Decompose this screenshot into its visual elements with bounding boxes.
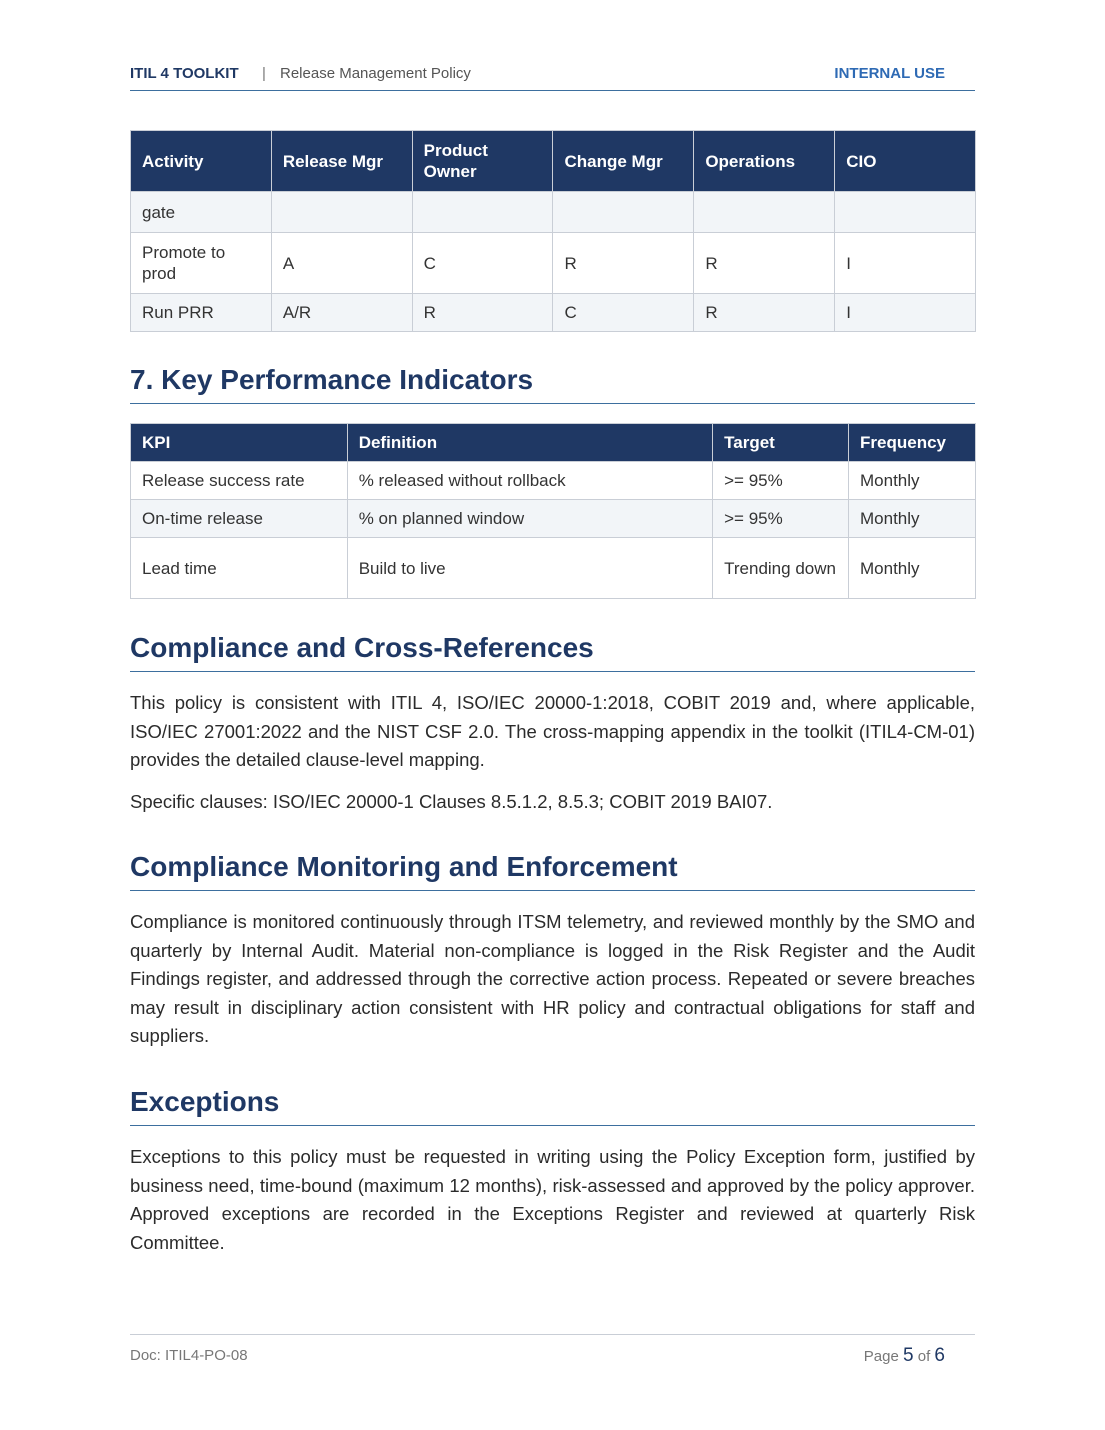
table-row [131,462,976,500]
table-cell: R [694,233,835,294]
table-row [131,233,976,294]
page-footer [130,1334,975,1366]
page-label: Page [863,1348,899,1365]
table-cell [271,192,412,233]
kpi-col-kpi: KPI [131,424,348,462]
doc-id: Doc: ITIL4-PO-08 [130,1347,248,1364]
table-cell: I [835,233,976,294]
raci-col-cio: CIO [835,131,976,192]
table-cell: Monthly [849,462,976,500]
table-cell: A [271,233,412,294]
table-cell: C [412,233,553,294]
kpi-col-target: Target [713,424,849,462]
raci-col-activity: Activity [131,131,272,192]
table-cell: Lead time [131,538,348,599]
brand-label: ITIL 4 TOOLKIT [130,65,239,82]
table-row [131,294,976,332]
table-cell [694,192,835,233]
table-cell: R [412,294,553,332]
page-total: 6 [934,1345,945,1366]
kpi-table [130,423,976,599]
kpi-col-definition: Definition [347,424,712,462]
raci-header-row [131,131,976,192]
table-cell: Monthly [849,538,976,599]
specific-clauses-paragraph: Specific clauses: ISO/IEC 20000-1 Clauses 8.5.1.2, 8.5.3; COBIT 2019 BAI07. [130,791,773,812]
compliance-monitoring-paragraph: Compliance is monitored continuously through ITSM telemetry, and reviewed monthly by the SMO and quarterly by Internal Audit. Material non-compliance is logged in the Risk Register and the Audit Findings register, and addressed through the corrective action process. Repeated or severe breaches may result in disciplinary action consistent with HR policy and contractual obligations for staff and suppliers. [130,911,975,1046]
kpi-header-row [131,424,976,462]
compliance-xref-paragraph: This policy is consistent with ITIL 4, ISO/IEC 20000-1:2018, COBIT 2019 and, where applicable, ISO/IEC 27001:2022 and the NIST CSF 2.0. The cross-mapping appendix in the toolkit (ITIL4-CM-01) provides the detailed clause-level mapping. [130,692,975,770]
raci-col-operations: Operations [694,131,835,192]
table-cell: R [553,233,694,294]
table-cell: Release success rate [131,462,348,500]
table-cell: Trending down [713,538,849,599]
table-row [131,192,976,233]
header-separator: | [262,65,266,82]
table-cell: gate [131,192,272,233]
kpi-col-frequency: Frequency [849,424,976,462]
table-cell: % on planned window [347,500,712,538]
table-row [131,538,976,599]
table-cell [412,192,553,233]
classification-label: INTERNAL USE [834,65,945,82]
raci-table [130,130,976,332]
exceptions-heading: Exceptions [130,1086,975,1126]
document-title: Release Management Policy [280,65,471,82]
table-cell: >= 95% [713,500,849,538]
table-cell: C [553,294,694,332]
table-cell: Monthly [849,500,976,538]
raci-col-product-owner: Product Owner [412,131,553,192]
table-cell: A/R [271,294,412,332]
exceptions-paragraph: Exceptions to this policy must be requested in writing using the Policy Exception form, justified by business need, time-bound (maximum 12 months), risk-assessed and approved by the policy approver. Approved exceptions are recorded in the Exceptions Register and reviewed at quarterly Risk Committee. [130,1146,975,1253]
page-current: 5 [902,1345,914,1366]
table-cell: On-time release [131,500,348,538]
kpi-heading: 7. Key Performance Indicators [130,364,975,404]
compliance-xref-heading: Compliance and Cross-References [130,632,975,672]
page-of: of [917,1348,931,1365]
table-cell: R [694,294,835,332]
table-cell [835,192,976,233]
table-row [131,500,976,538]
table-cell: Promote to prod [131,233,272,294]
table-cell: % released without rollback [347,462,712,500]
table-cell: Build to live [347,538,712,599]
table-cell: >= 95% [713,462,849,500]
table-cell [553,192,694,233]
compliance-monitoring-heading: Compliance Monitoring and Enforcement [130,851,975,891]
raci-col-change-mgr: Change Mgr [553,131,694,192]
raci-col-release-mgr: Release Mgr [271,131,412,192]
page-number [864,1345,945,1367]
table-cell: I [835,294,976,332]
table-cell: Run PRR [131,294,272,332]
page-header [130,63,975,91]
